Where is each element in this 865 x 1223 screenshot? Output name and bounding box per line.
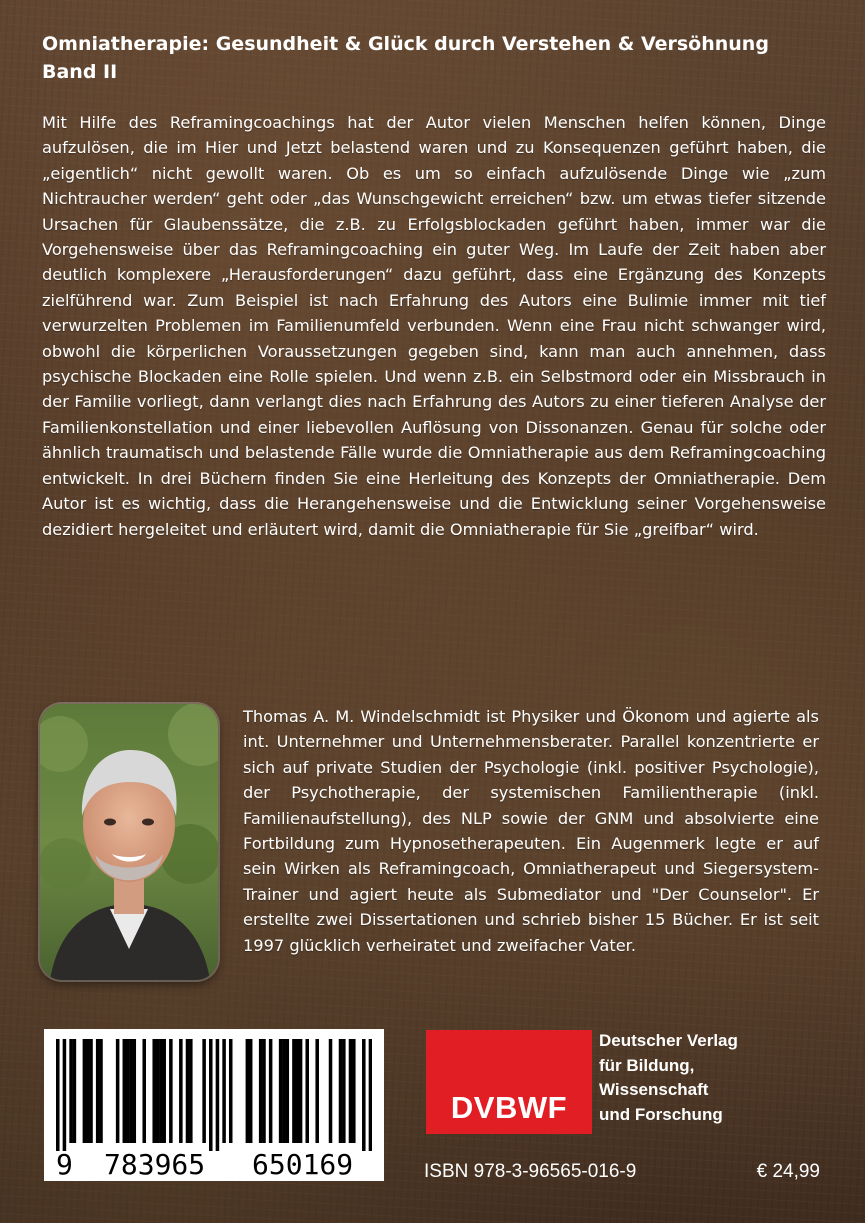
barcode-bar — [222, 1039, 226, 1143]
barcode-bar — [63, 1039, 67, 1151]
barcode-bar — [292, 1039, 296, 1143]
barcode-bar — [162, 1039, 166, 1143]
barcode-bar — [129, 1039, 133, 1143]
barcode-bar — [229, 1039, 233, 1143]
barcode-bar — [89, 1039, 93, 1143]
isbn-barcode — [44, 1029, 384, 1181]
barcode-bar — [342, 1039, 346, 1143]
author-bio: Thomas A. M. Windelschmidt ist Physiker und Ökonom und agierte als int. Unternehmer und Unternehmensberater. Parallel konzentrierte er sich auf private Studien der Psychologie (inkl. positiver Psychologie), der Psychotherapie, der systemischen Familientherapie (inkl. Familienaufstellung), des NLP sowie der GNM und absolvierte eine Fortbildung zum Hypnosetherapeuten. Ein Augenmerk legte er auf sein Wirken als Reframingcoach, Omniatherapeut und Siegersystem-Trainer und agiert heute als Submediator und "Der Counselor". Er erstellte zwei Dissertationen und schrieb bisher 15 Bücher. Er ist seit 1997 glücklich verheiratet und zweifacher Vater. — [243, 707, 819, 955]
barcode-bar — [282, 1039, 286, 1143]
barcode-bar — [259, 1039, 263, 1143]
barcode-bar — [339, 1039, 343, 1143]
barcode-bar — [123, 1039, 127, 1143]
barcode-bars — [56, 1039, 372, 1151]
barcode-bar — [279, 1039, 283, 1143]
book-title — [42, 30, 832, 86]
book-description: Mit Hilfe des Reframingcoachings hat der Autor vielen Menschen helfen können, Dinge aufzulösen, die im Hier und Jetzt belastend waren und zu Konsequenzen geführt haben, die „eigentlich“ nicht gewollt waren. Ob es um so einfach aufzulösende Dinge wie „zum Nichtraucher werden“ geht oder „das Wunschgewicht erreichen“ bzw. um etwas tiefer sitzende Ursachen für Glaubenssätze, die z.B. zu Erfolgsblockaden geführt haben, immer war die Vorgehensweise über das Reframingcoaching ein guter Weg. Im Laufe der Zeit haben aber deutlich komplexere „Herausforderungen“ dazu geführt, dass eine Ergänzung des Konzepts zielführend war. Zum Beispiel ist nach Erfahrung des Autors eine Bulimie immer mit tief verwurzelten Problemen im Familienumfeld verbunden. Wenn eine Frau nicht schwanger wird, obwohl die körperlichen Voraussetzungen gegeben sind, kann man auch annehmen, dass psychische Blockaden eine Rolle spielen. Und wenn z.B. ein Selbstmord oder ein Missbrauch in der Familie vorliegt, dann verlangt dies nach Erfahrung des Autors zu einer tieferen Analyse der Familienkonstellation und einer liebevollen Auflösung von Dissonanzen. Genau für solche oder ähnlich traumatisch und belastende Fälle wurde die Omniatherapie aus dem Reframingcoaching entwickelt. In drei Büchern finden Sie eine Herleitung des Konzepts der Omniatherapie. Dem Autor ist es wichtig, dass die Herangehensweise und die Entwicklung seiner Vorgehensweise dezidiert hergeleitet und erläutert wird, damit die Omniatherapie für Sie „greifbar“ wird. — [42, 113, 826, 539]
barcode-bar — [216, 1039, 220, 1151]
barcode-bar — [69, 1039, 73, 1143]
barcode-bar — [126, 1039, 130, 1143]
barcode-bar — [56, 1039, 60, 1151]
barcode-bar — [116, 1039, 120, 1143]
barcode-bar — [189, 1039, 193, 1143]
publisher-name-line-4: und Forschung — [599, 1104, 723, 1124]
barcode-digit-first: 9 — [56, 1148, 73, 1181]
barcode-bar — [99, 1039, 103, 1143]
isbn-number: ISBN 978-3-96565-016-9 — [424, 1161, 637, 1182]
barcode-bar — [362, 1039, 366, 1151]
barcode-bar — [86, 1039, 90, 1143]
barcode-bar — [73, 1039, 77, 1143]
barcode-bar — [269, 1039, 273, 1143]
barcode-bar — [133, 1039, 137, 1143]
publisher-name-line-1: Deutscher Verlag — [599, 1031, 738, 1050]
publisher-name-line-3: Wissenschaft — [599, 1080, 709, 1099]
barcode-bar — [152, 1039, 156, 1143]
barcode-bar — [262, 1039, 266, 1143]
barcode-bar — [186, 1039, 190, 1143]
barcode-bar — [156, 1039, 160, 1143]
publisher-logo-text: DVBWF — [450, 1090, 568, 1125]
barcode-bar — [315, 1039, 319, 1143]
barcode-digits — [44, 1149, 384, 1181]
book-title-line-1: Omniatherapie: Gesundheit & Glück durch Verstehen & Versöhnung — [42, 33, 769, 55]
barcode-bar — [286, 1039, 290, 1143]
barcode-bar — [349, 1039, 353, 1143]
publisher-name — [599, 1029, 829, 1127]
barcode-bar — [295, 1039, 299, 1143]
barcode-bar — [329, 1039, 333, 1143]
publisher-name-line-2: für Bildung, — [599, 1055, 695, 1075]
barcode-bar — [352, 1039, 356, 1143]
barcode-bar — [246, 1039, 250, 1143]
barcode-bar — [249, 1039, 253, 1143]
barcode-bar — [202, 1039, 206, 1143]
barcode-bar — [299, 1039, 303, 1143]
barcode-bar — [142, 1039, 146, 1143]
publisher-logo — [426, 1030, 592, 1134]
barcode-bar — [209, 1039, 213, 1151]
barcode-bar — [83, 1039, 87, 1143]
barcode-digits-left: 783965 — [104, 1148, 206, 1181]
barcode-bar — [169, 1039, 173, 1143]
book-title-line-2: Band II — [42, 61, 118, 83]
barcode-bar — [179, 1039, 183, 1143]
barcode-bar — [305, 1039, 309, 1143]
barcode-bar — [369, 1039, 372, 1151]
barcode-digits-right: 650169 — [252, 1148, 354, 1181]
barcode-bar — [159, 1039, 163, 1143]
price: € 24,99 — [756, 1161, 820, 1182]
author-photo — [40, 704, 218, 980]
barcode-bar — [96, 1039, 100, 1143]
